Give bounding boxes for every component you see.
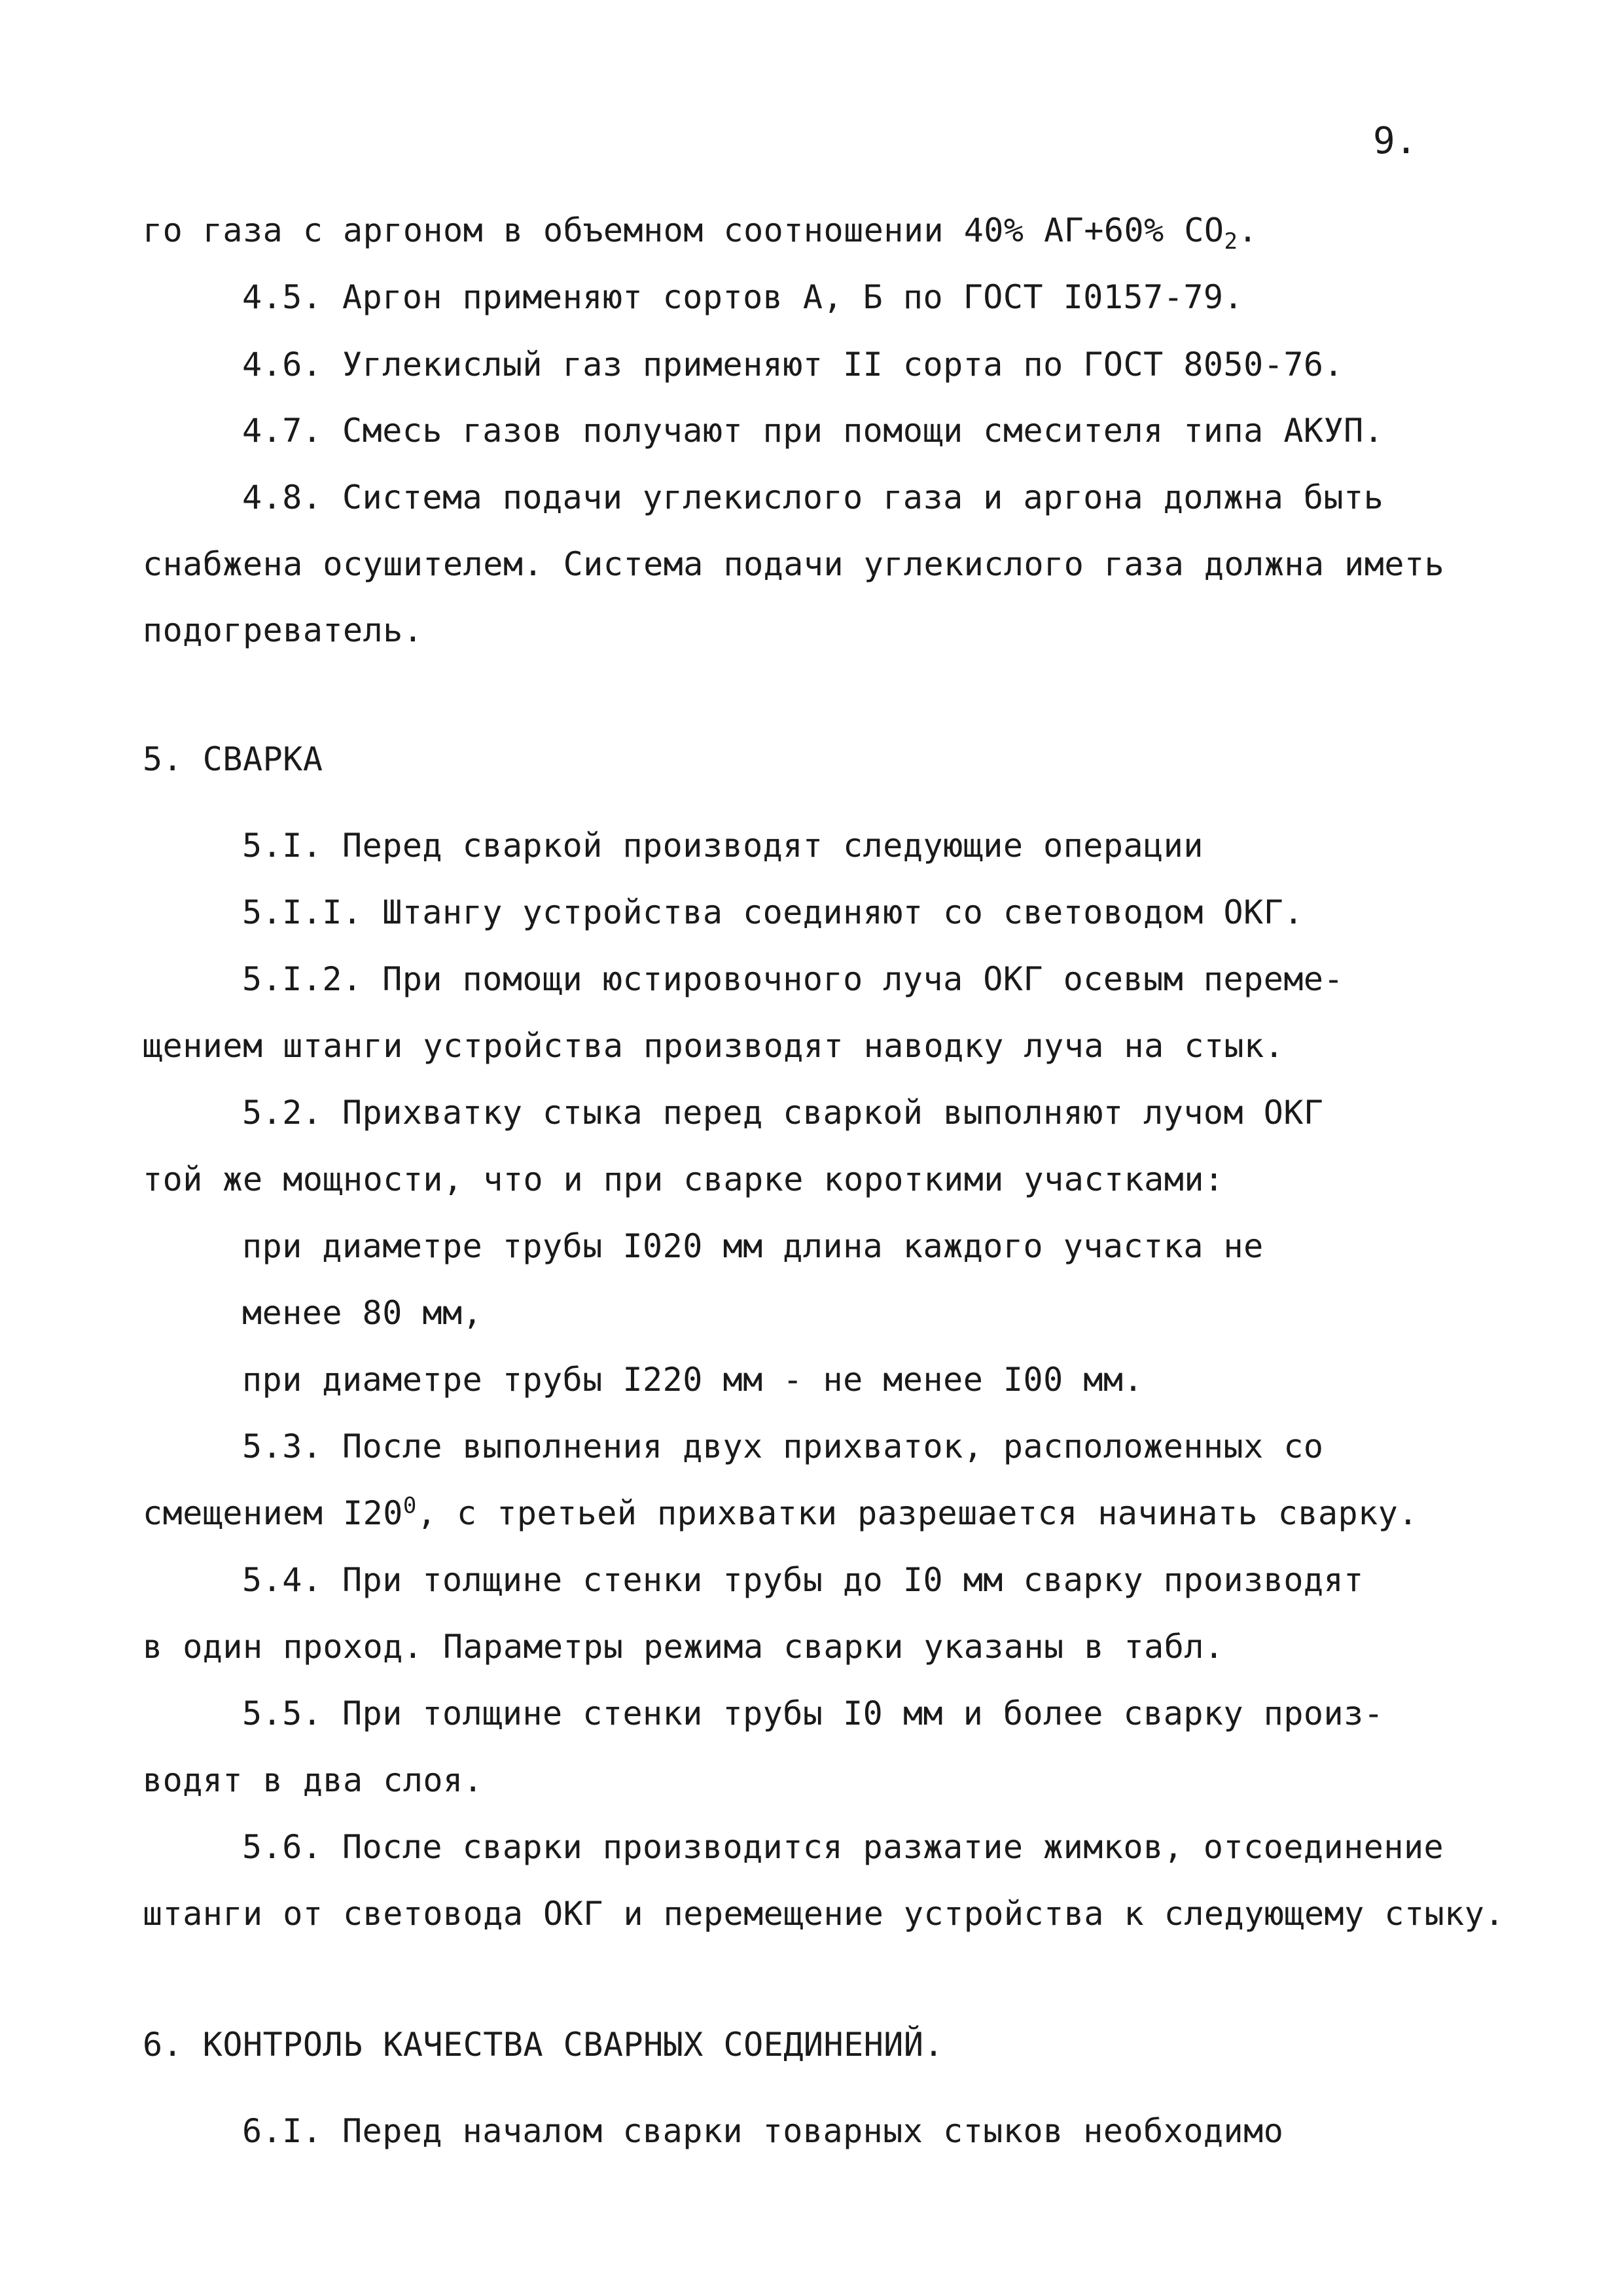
co2-subscript: 2 [1224,228,1238,255]
text-line-3: 4.6. Углекислый газ применяют II сорта по ГОСТ 8050-76. [242,346,1344,384]
text-line-19-end: , с третьей прихватки разрешается начинать сварку. [416,1494,1418,1532]
text-line-16: менее 80 мм, [242,1294,483,1332]
text-line-11: 5.I.2. При помощи юстировочного луча ОКГ осевым переме- [242,960,1344,998]
text-line-9: 5.I. Перед сваркой производят следующие операции [242,827,1204,865]
text-line-4: 4.7. Смесь газов получают при помощи смесителя типа АКУП. [242,412,1384,450]
co2-period: . [1238,211,1258,249]
section-heading-6: 6. КОНТРОЛЬ КАЧЕСТВА СВАРНЫХ СОЕДИНЕНИЙ. [143,2026,944,2064]
text-line-6: снабжена осушителем. Система подачи углекислого газа должна иметь [143,545,1445,583]
text-line-23: водят в два слоя. [143,1761,484,1799]
page-number: 9. [1373,120,1418,162]
section-heading-5: 5. СВАРКА [143,740,323,778]
text-line-20: 5.4. При толщине стенки трубы до I0 мм сварку производят [242,1561,1364,1599]
text-line-19-start: смещением I20 [143,1494,403,1532]
text-line-18: 5.3. После выполнения двух прихваток, расположенных со [242,1427,1324,1465]
text-line-19 [143,1494,1418,1533]
text-line-21: в один проход. Параметры режима сварки указаны в табл. [143,1628,1224,1666]
text-line-1-main: го газа с аргоном в объемном соотношении 40% АГ+60% СО [143,211,1224,249]
text-line-27: 6.I. Перед началом сварки товарных стыков необходимо [242,2112,1284,2150]
text-line-13: 5.2. Прихватку стыка перед сваркой выполняют лучом ОКГ [242,1094,1324,1132]
text-line-1 [143,211,1258,255]
degree-superscript: 0 [402,1492,417,1519]
text-line-12: щением штанги устройства производят наводку луча на стык. [143,1027,1285,1065]
text-line-5: 4.8. Система подачи углекислого газа и аргона должна быть [242,478,1384,516]
text-line-22: 5.5. При толщине стенки трубы I0 мм и более сварку произ- [242,1695,1384,1732]
text-line-14: той же мощности, что и при сварке короткими участками: [143,1160,1224,1198]
text-line-17: при диаметре трубы I220 мм - не менее I00 мм. [242,1361,1144,1399]
text-line-24: 5.6. После сварки производится разжатие жимков, отсоединение [242,1828,1444,1866]
text-line-15: при диаметре трубы I020 мм длина каждого участка не [242,1227,1264,1265]
text-line-2: 4.5. Аргон применяют сортов А, Б по ГОСТ I0157-79. [242,278,1244,316]
text-line-10: 5.I.I. Штангу устройства соединяют со световодом ОКГ. [242,893,1304,931]
text-line-7: подогреватель. [143,611,423,649]
text-line-25: штанги от световода ОКГ и перемещение устройства к следующему стыку. [143,1895,1505,1933]
